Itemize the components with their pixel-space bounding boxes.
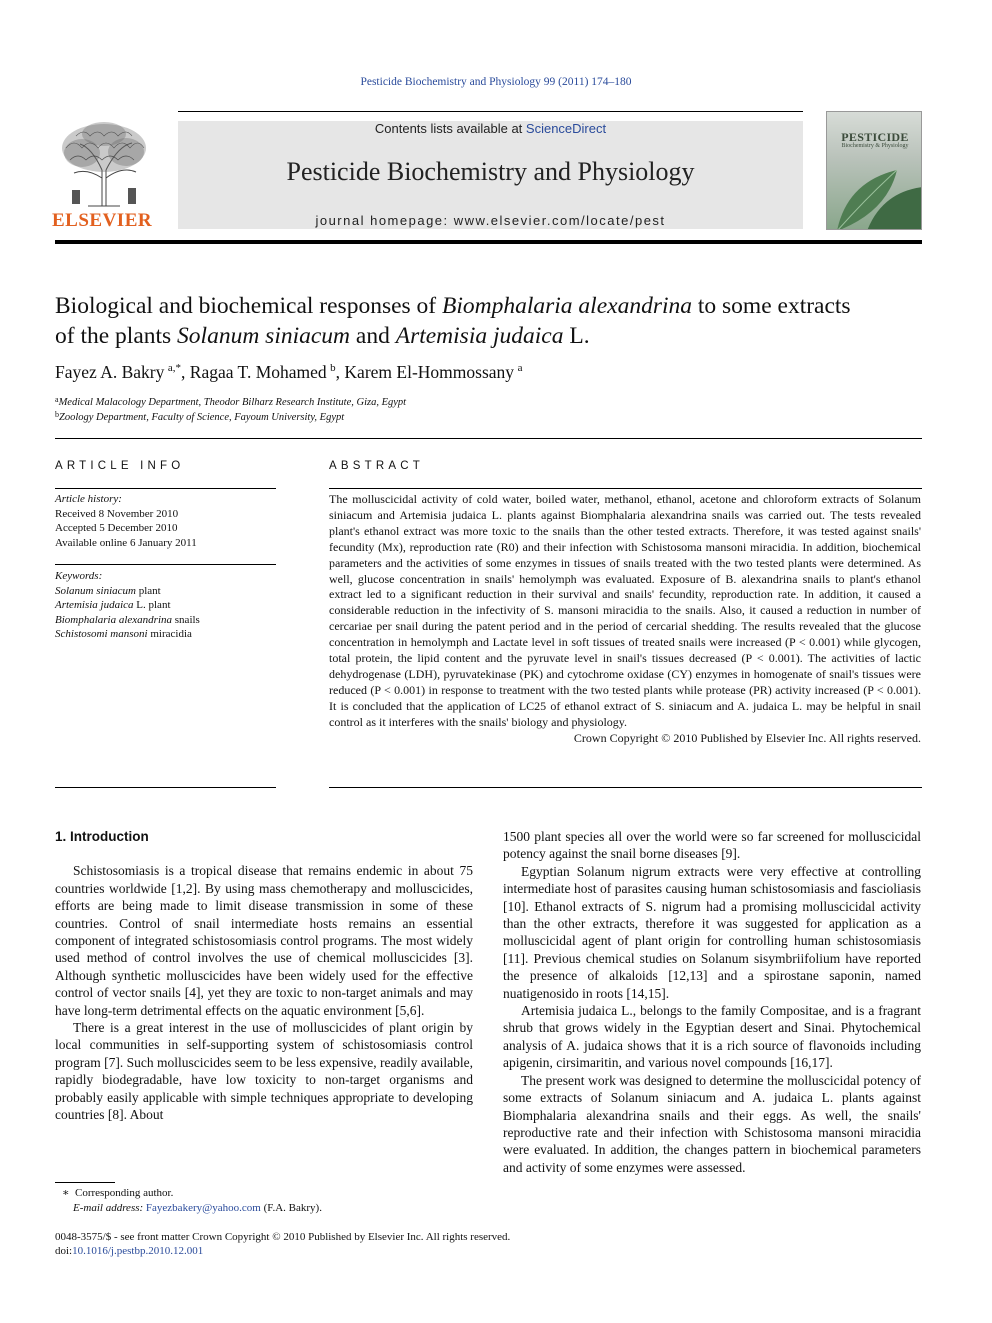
issn-line: 0048-3575/$ - see front matter Crown Copyright © 2010 Published by Elsevier Inc. All rights reserved.	[55, 1231, 511, 1243]
intro-right-column	[503, 828, 921, 1176]
elsevier-tree-logo[interactable]	[52, 118, 156, 210]
keyword[interactable]: Artemisia judaica L. plant	[55, 599, 171, 611]
abstract-bottom-rule	[329, 787, 922, 788]
asterisk-mark: ∗	[62, 1187, 75, 1199]
author-name[interactable]: Karem El-Hommossany	[344, 362, 515, 382]
author-affil-sup[interactable]: a,*	[167, 362, 182, 374]
article-title: Biological and biochemical responses of Biomphalaria alexandrina to some extracts of the plants Solanum siniacum and Artemisia judaica L.	[55, 293, 851, 349]
keywords-label: Keywords:	[55, 570, 103, 582]
affiliation: $^a$Medical Malacology Department, Theodor Bilharz Research Institute, Giza, Egypt	[55, 395, 407, 408]
cover-title: PESTICIDE	[841, 130, 909, 144]
article-info-rule	[55, 488, 276, 489]
history-online: Available online 6 January 2011	[55, 536, 197, 549]
header-top-rule	[178, 111, 803, 112]
intro-left-column	[55, 828, 473, 1124]
abstract-heading: ABSTRACT	[329, 460, 424, 472]
journal-cover-thumbnail[interactable]	[826, 111, 922, 230]
author-list: Fayez A. Bakry $^{a,*}$, Ragaa T. Mohamed $^b$, Karem El-Hommossany $^a$	[55, 362, 523, 382]
keywords	[55, 569, 276, 642]
abstract-rule	[329, 488, 922, 489]
cover-leaf-image	[827, 152, 922, 230]
contents-prefix: Contents lists available at	[374, 121, 526, 136]
affiliation-rule	[55, 438, 922, 439]
author-name[interactable]: Ragaa T. Mohamed	[189, 362, 327, 382]
history-label: Article history:	[55, 493, 122, 505]
article-info-bottom-rule	[55, 787, 276, 788]
journal-homepage[interactable]: journal homepage: www.elsevier.com/locate/pest	[315, 213, 666, 228]
abstract-copyright: Crown Copyright © 2010 Published by Elsevier Inc. All rights reserved.	[573, 730, 921, 745]
email-line: E-mail address: Fayezbakery@yahoo.com (F.A. Bakry).	[73, 1202, 322, 1214]
doi-line: doi:10.1016/j.pestbp.2010.12.001	[55, 1245, 204, 1257]
author-name[interactable]: Fayez A. Bakry	[55, 362, 165, 382]
intro-paragraph: There is a great interest in the use of molluscicides of plant origin by local communities in self-supporting system of schistosomiasis control program [7]. Such molluscicides seem to be less expensive, readily available, rapidly biodegradable, have low toxicity to non-target organisms and probably easily applicable with simple techniques appropriate to developing countries [8]. About	[55, 1020, 473, 1123]
article-info-heading: ARTICLE INFO	[55, 460, 185, 472]
intro-paragraph: The present work was designed to determine the molluscicidal potency of some extracts of Solanum siniacum and A. judaica L. plants against Biomphalaria alexandrina snails and their eggs. As well, the snails' reproductive rate and their infection with Schistosoma mansoni miracidia were evaluated. In addition, the changes pattern in biochemical parameters and activity of some enzymes were assessed.	[503, 1072, 921, 1175]
journal-name: Pesticide Biochemistry and Physiology	[286, 157, 695, 186]
keyword[interactable]: Solanum siniacum plant	[55, 584, 161, 597]
affiliation: $^b$Zoology Department, Faculty of Science, Fayoum University, Egypt	[55, 410, 345, 423]
intro-paragraph: Artemisia judaica L., belongs to the family Compositae, and is a fragrant shrub that grows widely in the Egyptian desert and Sinai. Phytochemical analysis of A. judaica shows that it is a rich source of flavonoids including apigenin, cirsimaritin, and various novel compounds [16,17].	[503, 1003, 921, 1071]
sciencedirect-link[interactable]: ScienceDirect	[525, 121, 607, 136]
article-history	[55, 492, 276, 550]
journal-citation[interactable]: Pesticide Biochemistry and Physiology 99 (2011) 174–180	[360, 76, 632, 88]
abstract-text: The molluscicidal activity of cold water, boiled water, methanol, ethanol, acetone and chloroform extracts of Solanum siniacum and Artemisia judaica L. plants against Biomphalaria alexandrina snails was carried out. The tests revealed plant's ethanol extract was more toxic to the snails than the other tested extracts. Therefore, it was tested against snails' fecundity (Mx), reproduction rate (R0) and their infection with Schistosoma mansoni miracidia. In addition, biochemical parameters and the activities of some enzymes in tissues of snails treated with the two tested plants were determined. As well, glucose concentration in snails' hemolymph was evaluated. Exposure of B. alexandrina snails to plant's ethanol extract led to a significant reduction in their survival and snails' fecundity, reproduction rate. In addition, it caused a considerable reduction in the infectivity of S. mansoni miracidia to the snails. Also, it caused a reduction in number of cercariae per snail during the patent period and in the period of cercarial shedding. The results revealed that the glucose concentration in hemolymph and Lactate level in soft tissues of treated snails were increased (P < 0.001) while glycogen, total protein, the lipid content and the pyruvate level in snail's tissues decreased (P < 0.001). The activities of lactic dehydrogenase (LDH), pyruvatekinase (PK) and cytochrome oxidase (CY) enzymes in homogenate of snail's tissues were reduced (P < 0.001) in response to treatment with the two tested plants while protease (PR) activity increased (P < 0.001). It is concluded that the application of LC25 of ethanol extract of S. siniacum and A. judaica L. may be helpful in snail control as it interferes with the snails' biology and physiology.	[329, 492, 921, 729]
corresponding-note: ∗ Corresponding author.	[62, 1187, 174, 1199]
footnote	[62, 1186, 482, 1216]
keyword[interactable]: Biomphalaria alexandrina snails	[55, 613, 200, 626]
email-link[interactable]: Fayezbakery@yahoo.com	[145, 1202, 261, 1214]
header-bottom-rule	[55, 240, 922, 244]
intro-paragraph: Schistosomiasis is a tropical disease that remains endemic in about 75 countries worldwide [1,2]. By using mass chemotherapy and molluscicides, efforts are being made to limit disease transmission in some of these countries. Control of snail intermediate hosts remains an essential component of integrated schistosomiasis control programs. The most widely used method of control involves the use of chemical molluscicides [3]. Although synthetic molluscicides have been widely used for the effective control of vector snails [4], yet they are toxic to non-target animals and may have long-term detrimental effects on the aquatic environment [5,6].	[55, 863, 473, 1018]
footnote-rule	[55, 1182, 115, 1183]
author-affil-sup[interactable]: b	[330, 362, 336, 374]
author-affil-sup[interactable]: a	[517, 362, 523, 374]
history-received: Received 8 November 2010	[55, 507, 179, 520]
elsevier-wordmark[interactable]: ELSEVIER	[52, 210, 153, 231]
cover-subtitle: Biochemistry & Physiology	[841, 143, 909, 149]
keyword[interactable]: Schistosomi mansoni miracidia	[55, 628, 192, 640]
doi-link[interactable]: 10.1016/j.pestbp.2010.12.001	[72, 1245, 204, 1257]
intro-heading: 1. Introduction	[55, 829, 149, 844]
contents-line	[178, 121, 803, 136]
intro-paragraph: 1500 plant species all over the world were so far screened for molluscicidal potency against the snail borne diseases [9].	[503, 829, 921, 862]
abstract-body	[329, 492, 921, 747]
history-accepted: Accepted 5 December 2010	[55, 522, 178, 534]
keywords-rule	[55, 564, 276, 565]
intro-paragraph: Egyptian Solanum nigrum extracts were very effective at controlling intermediate host of parasites causing human schistosomiasis and fascioliasis [10]. Ethanol extracts of S. nigrum had a promising molluscicidal activity than the other extracts, therefore it was suggested for application as a molluscicidal agent of plant origin for controlling human schistosomiasis [11]. Previous chemical studies on Solanum sisymbriifolium have reported the presence of alkaloids [12,13] and a spirostane saponin, named nuatigenosido in roots [14,15].	[503, 863, 921, 1001]
